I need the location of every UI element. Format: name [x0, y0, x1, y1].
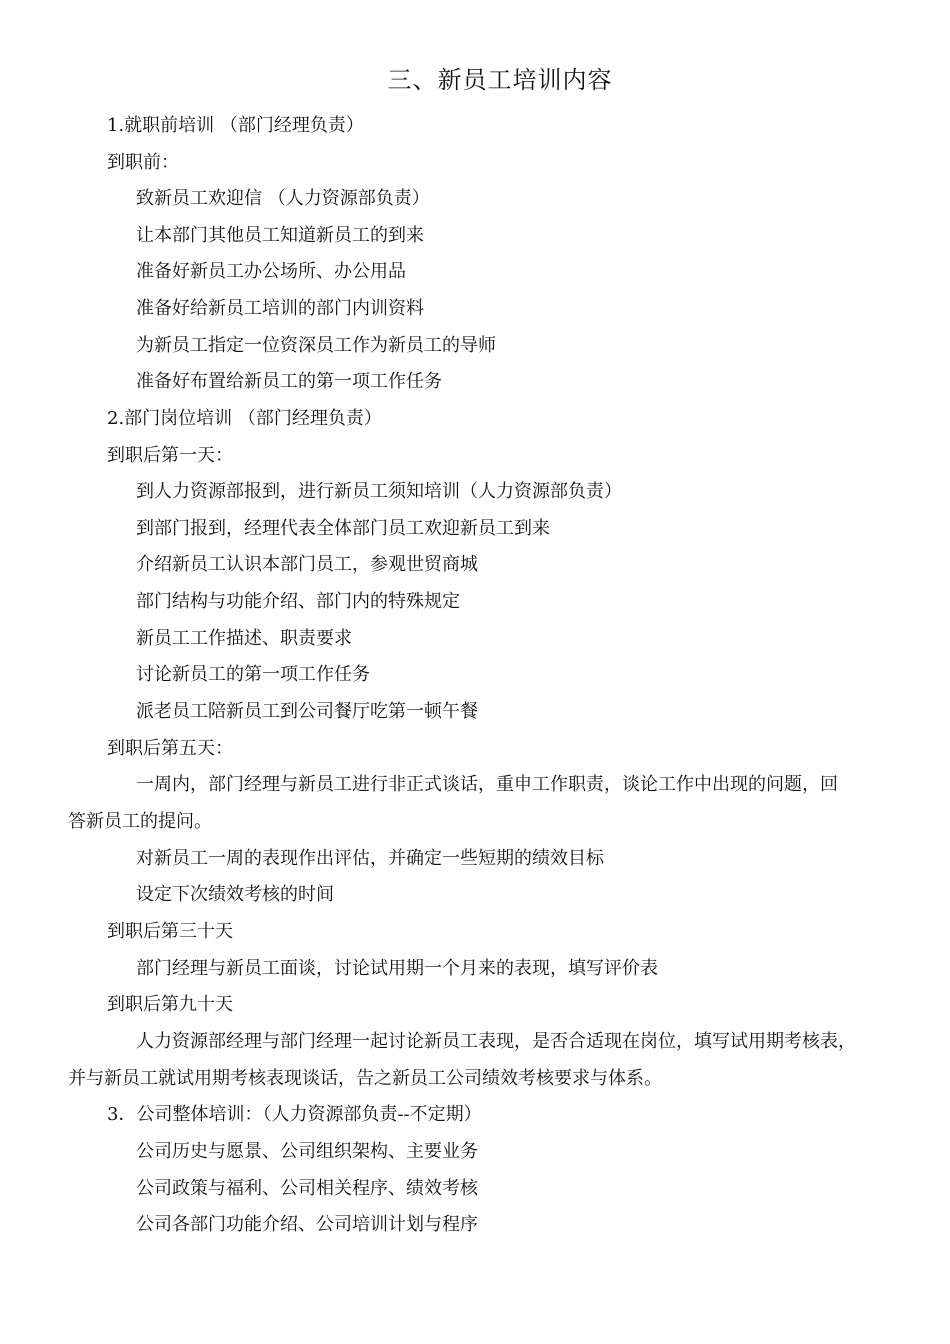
- list-item: 致新员工欢迎信 （人力资源部负责）: [136, 188, 430, 209]
- section-heading-2: 2.部门岗位培训 （部门经理负责）: [107, 408, 382, 429]
- section-heading-3: 3．公司整体培训：（人力资源部负责--不定期）: [107, 1104, 482, 1125]
- paragraph-line: 一周内，部门经理与新员工进行非正式谈话，重申工作职责，谈论工作中出现的问题，回: [136, 774, 838, 795]
- list-item: 准备好新员工办公场所、办公用品: [136, 261, 406, 282]
- list-item: 对新员工一周的表现作出评估，并确定一些短期的绩效目标: [136, 848, 604, 869]
- list-item: 公司政策与福利、公司相关程序、绩效考核: [136, 1178, 478, 1199]
- list-item: 公司历史与愿景、公司组织架构、主要业务: [136, 1141, 478, 1162]
- list-item: 让本部门其他员工知道新员工的到来: [136, 225, 424, 246]
- section-heading-1: 1.就职前培训 （部门经理负责）: [107, 115, 364, 136]
- list-item: 部门经理与新员工面谈，讨论试用期一个月来的表现，填写评价表: [136, 958, 658, 979]
- subheading-day-30: 到职后第三十天: [107, 921, 233, 942]
- list-item: 到部门报到，经理代表全体部门员工欢迎新员工到来: [136, 518, 550, 539]
- list-item: 部门结构与功能介绍、部门内的特殊规定: [136, 591, 460, 612]
- list-item: 公司各部门功能介绍、公司培训计划与程序: [136, 1214, 478, 1235]
- list-item: 派老员工陪新员工到公司餐厅吃第一顿午餐: [136, 701, 478, 722]
- list-item: 准备好给新员工培训的部门内训资料: [136, 298, 424, 319]
- page-title: 三、新员工培训内容: [387, 66, 613, 94]
- list-item: 为新员工指定一位资深员工作为新员工的导师: [136, 335, 496, 356]
- subheading-day-90: 到职后第九十天: [107, 994, 233, 1015]
- list-item: 新员工工作描述、职责要求: [136, 628, 352, 649]
- list-item: 到人力资源部报到，进行新员工须知培训（人力资源部负责）: [136, 481, 622, 502]
- subheading-day-5: 到职后第五天：: [107, 738, 233, 759]
- list-item: 介绍新员工认识本部门员工，参观世贸商城: [136, 554, 478, 575]
- list-item: 讨论新员工的第一项工作任务: [136, 664, 370, 685]
- paragraph-line: 人力资源部经理与部门经理一起讨论新员工表现，是否合适现在岗位，填写试用期考核表，: [136, 1031, 856, 1052]
- paragraph-line: 答新员工的提问。: [68, 811, 212, 832]
- list-item: 准备好布置给新员工的第一项工作任务: [136, 371, 442, 392]
- list-item: 设定下次绩效考核的时间: [136, 884, 334, 905]
- subheading-day-1: 到职后第一天：: [107, 445, 233, 466]
- subheading-before-arrival: 到职前：: [107, 152, 179, 173]
- paragraph-line: 并与新员工就试用期考核表现谈话，告之新员工公司绩效考核要求与体系。: [68, 1068, 662, 1089]
